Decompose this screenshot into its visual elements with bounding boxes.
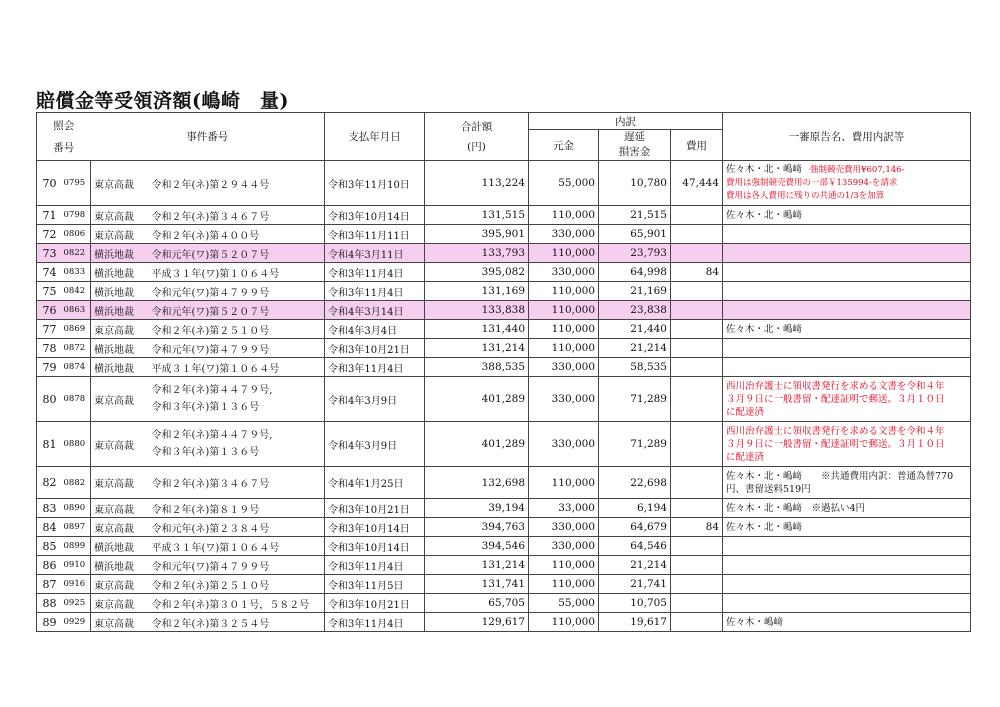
plaintiff-note xyxy=(723,320,971,339)
payment-date: 令和3年11月4日 xyxy=(325,358,425,377)
court-name: 東京高裁 xyxy=(91,161,149,206)
case-number xyxy=(149,358,325,377)
principal-amount: 110,000 xyxy=(529,301,599,320)
court-name: 東京高裁 xyxy=(91,225,149,244)
inquiry-number: 0798 xyxy=(61,206,91,225)
payment-date: 令和3年11月5日 xyxy=(325,575,425,594)
court-name: 横浜地裁 xyxy=(91,358,149,377)
principal-amount: 330,000 xyxy=(529,263,599,282)
payment-date: 令和4年3月9日 xyxy=(325,422,425,467)
row-number: 84 xyxy=(37,518,61,537)
plaintiff-note xyxy=(723,499,971,518)
header-case: 事件番号 xyxy=(91,113,325,161)
case-number xyxy=(149,613,325,632)
plaintiff-names: 佐々木・嶋﨑 xyxy=(726,616,784,628)
table-row xyxy=(37,613,971,632)
table-row xyxy=(37,594,971,613)
row-number: 83 xyxy=(37,499,61,518)
case-number-line: 令和２年(ネ)第３０１号，５８２号 xyxy=(151,599,310,611)
table-row xyxy=(37,377,971,422)
plaintiff-note xyxy=(723,613,971,632)
note-line: 費用は各人費用に残りの共通の1/3を加算 xyxy=(726,191,885,201)
note-line: に配達済 xyxy=(726,451,765,463)
case-number-line: 平成３１年(ワ)第１０６４号 xyxy=(151,363,280,375)
row-number: 79 xyxy=(37,358,61,377)
note-line: に配達済 xyxy=(726,406,765,418)
inquiry-number: 0897 xyxy=(61,518,91,537)
case-number xyxy=(149,225,325,244)
case-number-line: 令和元年(ワ)第５２０７号 xyxy=(151,249,270,261)
case-number xyxy=(149,377,325,422)
cost-amount: 84 xyxy=(671,518,723,537)
payment-date: 令和3年11月4日 xyxy=(325,282,425,301)
total-amount: 394,546 xyxy=(425,537,529,556)
header-delay xyxy=(599,130,671,161)
row-number: 89 xyxy=(37,613,61,632)
court-name: 横浜地裁 xyxy=(91,556,149,575)
case-number-line: 令和元年(ワ)第４７９９号 xyxy=(151,344,270,356)
case-number-line: 令和２年(ネ)第４４７９号, xyxy=(151,430,273,441)
delay-damages: 23,793 xyxy=(599,244,671,263)
plaintiff-note xyxy=(723,518,971,537)
total-amount: 131,741 xyxy=(425,575,529,594)
cost-amount xyxy=(671,499,723,518)
plaintiff-note xyxy=(723,225,971,244)
delay-damages: 21,169 xyxy=(599,282,671,301)
delay-damages: 22,698 xyxy=(599,467,671,499)
principal-amount: 330,000 xyxy=(529,518,599,537)
table-row xyxy=(37,467,971,499)
header-delay-line1: 遅延 xyxy=(624,131,645,143)
case-number xyxy=(149,301,325,320)
case-number xyxy=(149,244,325,263)
table-row xyxy=(37,518,971,537)
payment-date: 令和3年11月4日 xyxy=(325,263,425,282)
cost-amount xyxy=(671,339,723,358)
note-line: 費用は強制競売費用の一部￥135994-を請求 xyxy=(726,178,898,188)
total-amount: 131,169 xyxy=(425,282,529,301)
delay-damages: 10,780 xyxy=(599,161,671,206)
total-amount: 129,617 xyxy=(425,613,529,632)
table-row xyxy=(37,301,971,320)
payment-date: 令和4年3月4日 xyxy=(325,320,425,339)
case-number-line: 令和２年(ネ)第３２５４号 xyxy=(151,618,270,630)
case-number xyxy=(149,320,325,339)
principal-amount: 33,000 xyxy=(529,499,599,518)
table-row xyxy=(37,161,971,206)
payment-date: 令和3年10月14日 xyxy=(325,518,425,537)
cost-amount xyxy=(671,556,723,575)
plaintiff-note xyxy=(723,467,971,499)
principal-amount: 55,000 xyxy=(529,161,599,206)
plaintiff-note xyxy=(723,575,971,594)
inquiry-number: 0863 xyxy=(61,301,91,320)
payment-date: 令和3年11月11日 xyxy=(325,225,425,244)
header-shokai-line1: 照会 xyxy=(53,119,75,132)
court-name: 横浜地裁 xyxy=(91,282,149,301)
case-number-line: 令和元年(ワ)第４７９９号 xyxy=(151,561,270,573)
cost-amount xyxy=(671,613,723,632)
court-name: 東京高裁 xyxy=(91,422,149,467)
delay-damages: 21,440 xyxy=(599,320,671,339)
inquiry-number: 0822 xyxy=(61,244,91,263)
note-line: 西川治弁護士に領収書発行を求める文書を令和４年 xyxy=(726,425,945,437)
header-principal: 元金 xyxy=(529,130,599,161)
case-number-line: 令和元年(ワ)第４７９９号 xyxy=(151,287,270,299)
principal-amount: 110,000 xyxy=(529,320,599,339)
cost-amount: 84 xyxy=(671,263,723,282)
court-name: 横浜地裁 xyxy=(91,263,149,282)
court-name: 東京高裁 xyxy=(91,467,149,499)
total-amount: 39,194 xyxy=(425,499,529,518)
case-number-line: 令和２年(ネ)第２９４４号 xyxy=(151,179,270,191)
note-line: ３月９日に一般書留・配達証明で郵送。３月１０日 xyxy=(726,393,945,405)
header-delay-line2: 損害金 xyxy=(618,146,651,158)
principal-amount: 110,000 xyxy=(529,339,599,358)
court-name: 東京高裁 xyxy=(91,518,149,537)
table-row xyxy=(37,225,971,244)
inquiry-number: 0929 xyxy=(61,613,91,632)
principal-amount: 110,000 xyxy=(529,556,599,575)
total-amount: 131,440 xyxy=(425,320,529,339)
cost-amount xyxy=(671,244,723,263)
row-number: 77 xyxy=(37,320,61,339)
plaintiff-note xyxy=(723,161,971,206)
court-name: 横浜地裁 xyxy=(91,244,149,263)
row-number: 82 xyxy=(37,467,61,499)
cost-amount xyxy=(671,206,723,225)
principal-amount: 55,000 xyxy=(529,594,599,613)
court-name: 東京高裁 xyxy=(91,206,149,225)
court-name: 横浜地裁 xyxy=(91,537,149,556)
cost-amount xyxy=(671,467,723,499)
delay-damages: 10,705 xyxy=(599,594,671,613)
delay-damages: 71,289 xyxy=(599,422,671,467)
header-date: 支払年月日 xyxy=(325,113,425,161)
payment-date: 令和3年10月14日 xyxy=(325,537,425,556)
inquiry-number: 0925 xyxy=(61,594,91,613)
case-number-line: 令和２年(ネ)第３４６７号 xyxy=(151,479,270,490)
cost-amount xyxy=(671,282,723,301)
note-line: 円、書留送料519円 xyxy=(726,483,811,495)
total-amount: 394,763 xyxy=(425,518,529,537)
note-line: ３月９日に一般書留・配達証明で郵送。３月１０日 xyxy=(726,438,945,450)
payment-date: 令和3年11月4日 xyxy=(325,556,425,575)
payment-date: 令和3年11月10日 xyxy=(325,161,425,206)
case-number-line: 令和元年(ワ)第５２０７号 xyxy=(151,306,270,318)
inquiry-number: 0878 xyxy=(61,377,91,422)
delay-damages: 21,741 xyxy=(599,575,671,594)
total-amount: 133,793 xyxy=(425,244,529,263)
inquiry-number: 0874 xyxy=(61,358,91,377)
table-row xyxy=(37,320,971,339)
case-number xyxy=(149,556,325,575)
payment-date: 令和4年3月11日 xyxy=(325,244,425,263)
case-number xyxy=(149,467,325,499)
plaintiff-note xyxy=(723,556,971,575)
plaintiff-note xyxy=(723,422,971,467)
header-total-line2: (円) xyxy=(467,140,486,153)
payment-date: 令和3年10月14日 xyxy=(325,206,425,225)
case-number-line: 令和２年(ネ)第４００号 xyxy=(151,230,260,242)
principal-amount: 110,000 xyxy=(529,575,599,594)
plaintiff-note xyxy=(723,301,971,320)
plaintiff-names: 佐々木・北・嶋﨑 ※共通費用内訳：普通為替770 xyxy=(726,470,954,482)
table-row xyxy=(37,339,971,358)
header-shokai-line2: 番号 xyxy=(53,141,75,154)
principal-amount: 110,000 xyxy=(529,244,599,263)
page-title: 賠償金等受領済額(嶋崎 量) xyxy=(36,90,289,112)
principal-amount: 330,000 xyxy=(529,377,599,422)
header-total-line1: 合計額 xyxy=(460,120,493,133)
inquiry-number: 0795 xyxy=(61,161,91,206)
principal-amount: 110,000 xyxy=(529,282,599,301)
payment-date: 令和3年10月21日 xyxy=(325,499,425,518)
header-breakdown: 内訳 xyxy=(529,113,723,130)
inquiry-number: 0916 xyxy=(61,575,91,594)
delay-damages: 58,535 xyxy=(599,358,671,377)
delay-damages: 64,998 xyxy=(599,263,671,282)
payment-date: 令和4年1月25日 xyxy=(325,467,425,499)
delay-damages: 65,901 xyxy=(599,225,671,244)
total-amount: 401,289 xyxy=(425,377,529,422)
case-number xyxy=(149,594,325,613)
total-amount: 132,698 xyxy=(425,467,529,499)
delay-damages: 64,679 xyxy=(599,518,671,537)
total-amount: 401,289 xyxy=(425,422,529,467)
court-name: 東京高裁 xyxy=(91,613,149,632)
inquiry-number: 0806 xyxy=(61,225,91,244)
plaintiff-note xyxy=(723,282,971,301)
case-number xyxy=(149,518,325,537)
case-number xyxy=(149,422,325,467)
case-number xyxy=(149,263,325,282)
court-name: 東京高裁 xyxy=(91,377,149,422)
cost-amount xyxy=(671,225,723,244)
plaintiff-note xyxy=(723,339,971,358)
row-number: 74 xyxy=(37,263,61,282)
total-amount: 131,515 xyxy=(425,206,529,225)
table-row xyxy=(37,537,971,556)
case-number-line: 令和２年(ネ)第２５１０号 xyxy=(151,325,270,337)
payment-date: 令和4年3月14日 xyxy=(325,301,425,320)
plaintiff-names: 佐々木・北・嶋﨑 xyxy=(726,323,803,335)
receipts-table xyxy=(36,112,971,632)
court-name: 東京高裁 xyxy=(91,575,149,594)
note-line: 西川治弁護士に領収書発行を求める文書を令和４年 xyxy=(726,380,945,392)
court-name: 東京高裁 xyxy=(91,320,149,339)
header-shokai xyxy=(37,113,91,161)
delay-damages: 19,617 xyxy=(599,613,671,632)
delay-damages: 6,194 xyxy=(599,499,671,518)
header-plaintiff: 一審原告名、費用内訳等 xyxy=(723,113,971,161)
row-number: 85 xyxy=(37,537,61,556)
plaintiff-note xyxy=(723,206,971,225)
inquiry-number: 0842 xyxy=(61,282,91,301)
case-number-line: 令和元年(ネ)第２３８４号 xyxy=(151,523,270,535)
total-amount: 65,705 xyxy=(425,594,529,613)
header-cost: 費用 xyxy=(671,130,723,161)
row-number: 72 xyxy=(37,225,61,244)
case-number-line: 令和３年(ネ)第１３６号 xyxy=(151,402,260,413)
principal-amount: 330,000 xyxy=(529,537,599,556)
plaintiff-names: 佐々木・北・嶋﨑 xyxy=(726,209,803,221)
payment-date: 令和4年3月9日 xyxy=(325,377,425,422)
case-number-line: 令和２年(ネ)第８１９号 xyxy=(151,504,260,516)
principal-amount: 330,000 xyxy=(529,422,599,467)
inquiry-number: 0872 xyxy=(61,339,91,358)
court-name: 東京高裁 xyxy=(91,499,149,518)
inquiry-number: 0882 xyxy=(61,467,91,499)
payment-date: 令和3年10月21日 xyxy=(325,339,425,358)
case-number xyxy=(149,282,325,301)
cost-amount xyxy=(671,594,723,613)
payment-date: 令和3年10月21日 xyxy=(325,594,425,613)
delay-damages: 21,214 xyxy=(599,556,671,575)
case-number-line: 令和２年(ネ)第２５１０号 xyxy=(151,580,270,592)
delay-damages: 23,838 xyxy=(599,301,671,320)
plaintiff-note xyxy=(723,244,971,263)
table-row xyxy=(37,499,971,518)
case-number-line: 平成３１年(ワ)第１０６４号 xyxy=(151,542,280,554)
case-number-line: 令和３年(ネ)第１３６号 xyxy=(151,447,260,458)
case-number xyxy=(149,575,325,594)
total-amount: 113,224 xyxy=(425,161,529,206)
row-number: 87 xyxy=(37,575,61,594)
plaintiff-note xyxy=(723,537,971,556)
total-amount: 395,082 xyxy=(425,263,529,282)
cost-amount xyxy=(671,537,723,556)
principal-amount: 110,000 xyxy=(529,206,599,225)
cost-amount xyxy=(671,422,723,467)
delay-damages: 71,289 xyxy=(599,377,671,422)
row-number: 86 xyxy=(37,556,61,575)
total-amount: 131,214 xyxy=(425,556,529,575)
table-row xyxy=(37,206,971,225)
court-name: 東京高裁 xyxy=(91,594,149,613)
plaintiff-names: 佐々木・北・嶋﨑 xyxy=(726,521,803,533)
principal-amount: 330,000 xyxy=(529,358,599,377)
total-amount: 388,535 xyxy=(425,358,529,377)
total-amount: 131,214 xyxy=(425,339,529,358)
header-total xyxy=(425,113,529,161)
cost-amount xyxy=(671,575,723,594)
payment-date: 令和3年11月4日 xyxy=(325,613,425,632)
cost-amount xyxy=(671,320,723,339)
table-row xyxy=(37,575,971,594)
header-row-1 xyxy=(37,113,971,130)
table-row xyxy=(37,556,971,575)
court-name: 横浜地裁 xyxy=(91,301,149,320)
table-row xyxy=(37,263,971,282)
inquiry-number: 0899 xyxy=(61,537,91,556)
court-name: 横浜地裁 xyxy=(91,339,149,358)
delay-damages: 64,546 xyxy=(599,537,671,556)
inquiry-number: 0880 xyxy=(61,422,91,467)
row-number: 76 xyxy=(37,301,61,320)
case-number xyxy=(149,537,325,556)
row-number: 81 xyxy=(37,422,61,467)
row-number: 70 xyxy=(37,161,61,206)
plaintiff-note xyxy=(723,358,971,377)
case-number xyxy=(149,499,325,518)
plaintiff-note xyxy=(723,377,971,422)
row-number: 88 xyxy=(37,594,61,613)
plaintiff-note xyxy=(723,594,971,613)
cost-amount xyxy=(671,377,723,422)
principal-amount: 110,000 xyxy=(529,467,599,499)
cost-amount xyxy=(671,358,723,377)
table-row xyxy=(37,282,971,301)
total-amount: 133,838 xyxy=(425,301,529,320)
principal-amount: 110,000 xyxy=(529,613,599,632)
case-number xyxy=(149,206,325,225)
delay-damages: 21,515 xyxy=(599,206,671,225)
row-number: 75 xyxy=(37,282,61,301)
row-number: 73 xyxy=(37,244,61,263)
case-number xyxy=(149,161,325,206)
table-row xyxy=(37,358,971,377)
cost-amount: 47,444 xyxy=(671,161,723,206)
case-number xyxy=(149,339,325,358)
plaintiff-note xyxy=(723,263,971,282)
total-amount: 395,901 xyxy=(425,225,529,244)
inquiry-number: 0910 xyxy=(61,556,91,575)
inquiry-number: 0833 xyxy=(61,263,91,282)
note-red-inline: 強制競売費用¥607,146- xyxy=(810,165,905,175)
case-number-line: 令和２年(ネ)第４４７９号, xyxy=(151,385,273,396)
principal-amount: 330,000 xyxy=(529,225,599,244)
cost-amount xyxy=(671,301,723,320)
inquiry-number: 0869 xyxy=(61,320,91,339)
plaintiff-names: 佐々木・北・嶋﨑 ※過払い4円 xyxy=(726,502,866,514)
row-number: 80 xyxy=(37,377,61,422)
plaintiff-names: 佐々木・北・嶋﨑 xyxy=(726,164,803,175)
table-row xyxy=(37,244,971,263)
row-number: 78 xyxy=(37,339,61,358)
case-number-line: 令和２年(ネ)第３４６７号 xyxy=(151,211,270,223)
table-row xyxy=(37,422,971,467)
delay-damages: 21,214 xyxy=(599,339,671,358)
row-number: 71 xyxy=(37,206,61,225)
case-number-line: 平成３１年(ワ)第１０６４号 xyxy=(151,268,280,280)
inquiry-number: 0890 xyxy=(61,499,91,518)
